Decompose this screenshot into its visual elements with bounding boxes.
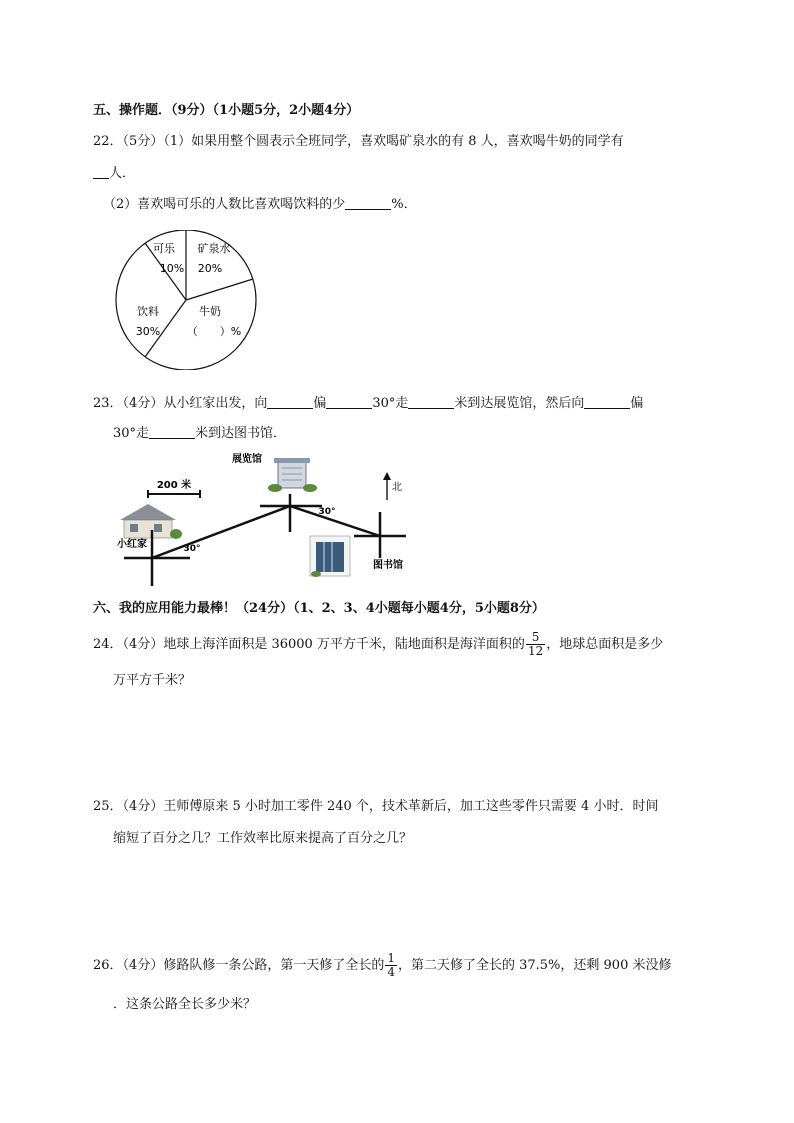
q25-line1: 25．（4分）王师傅原来 5 小时加工零件 240 个，技术革新后，加工这些零件只需要 4 小时．时间 (93, 799, 659, 814)
library-icon (310, 536, 350, 577)
q22-line1: 22．（5分）（1）如果用整个圆表示全班同学，喜欢喝矿泉水的有 8 人，喜欢喝牛奶的同学有 (93, 134, 624, 149)
q26-fraction: $\frac{1}{4}$ (387, 951, 395, 979)
map-exhibition-label: 展览馆 (232, 454, 262, 465)
section-5-heading: 五、操作题．（9分）（1小题5分，2小题4分） (93, 103, 360, 118)
pie-value-drink: 30% (135, 325, 161, 338)
q23-blank-dir1[interactable] (267, 394, 313, 409)
map-angle-home: 30° (183, 544, 201, 554)
map-library-label: 图书馆 (373, 560, 403, 571)
map-north-label: 北 (392, 482, 402, 493)
pie-value-water: 20% (197, 262, 223, 275)
q26-line2: ．这条公路全长多少米？ (113, 997, 257, 1012)
map-scale-label: 200 米 (156, 480, 192, 491)
q23-line1: 23．（4分）从小红家出发，向 偏 30°走 米到达展览馆，然后向 偏 (93, 396, 644, 411)
map-angle-exhibition: 30° (318, 507, 336, 517)
pie-label-water: 矿泉水 (197, 242, 231, 255)
q23-route-map (110, 448, 410, 588)
q23-blank-dist1[interactable] (408, 394, 454, 409)
q23-blank-dist2[interactable] (149, 424, 195, 439)
q22-blank-milk-count[interactable] (93, 164, 109, 179)
q22-line3: （2）喜欢喝可乐的人数比喜欢喝饮料的少 %． (103, 197, 417, 212)
q22-blank-percent[interactable] (345, 195, 391, 210)
pie-value-milk: （ ）% (186, 325, 242, 338)
pie-label-milk: 牛奶 (199, 305, 221, 318)
pie-label-drink: 饮料 (137, 305, 159, 318)
map-home-label: 小红家 (117, 539, 147, 550)
q24-line1: 24．（4分）地球上海洋面积是 36000 万平方千米，陆地面积是海洋面积的 $\frac{5}{12}$ ，地球总面积是多少 (93, 630, 664, 658)
pie-label-cola: 可乐 (153, 242, 175, 255)
q26-line1: 26．（4分）修路队修一条公路，第一天修了全长的 $\frac{1}{4}$ ，第二天修了全长的 37.5%，还剩 900 米没修 (93, 951, 672, 979)
q23-blank-dir2[interactable] (326, 394, 372, 409)
pie-divider-water-milk (186, 279, 253, 300)
q23-blank-dir3[interactable] (584, 394, 630, 409)
q22-pie-chart (110, 230, 270, 370)
q24-fraction: $\frac{5}{12}$ (527, 630, 544, 658)
q25-line2: 缩短了百分之几？工作效率比原来提高了百分之几？ (113, 831, 413, 846)
section-6-heading: 六、我的应用能力最棒！（24分）（1、2、3、4小题每小题4分，5小题8分） (93, 601, 545, 616)
pie-value-cola: 10% (159, 262, 185, 275)
q22-line2: 人． (93, 164, 135, 183)
q24-line2: 万平方千米？ (113, 673, 192, 688)
exhibition-hall-icon (268, 458, 317, 492)
q23-line2: 30°走 米到达图书馆． (113, 426, 287, 441)
